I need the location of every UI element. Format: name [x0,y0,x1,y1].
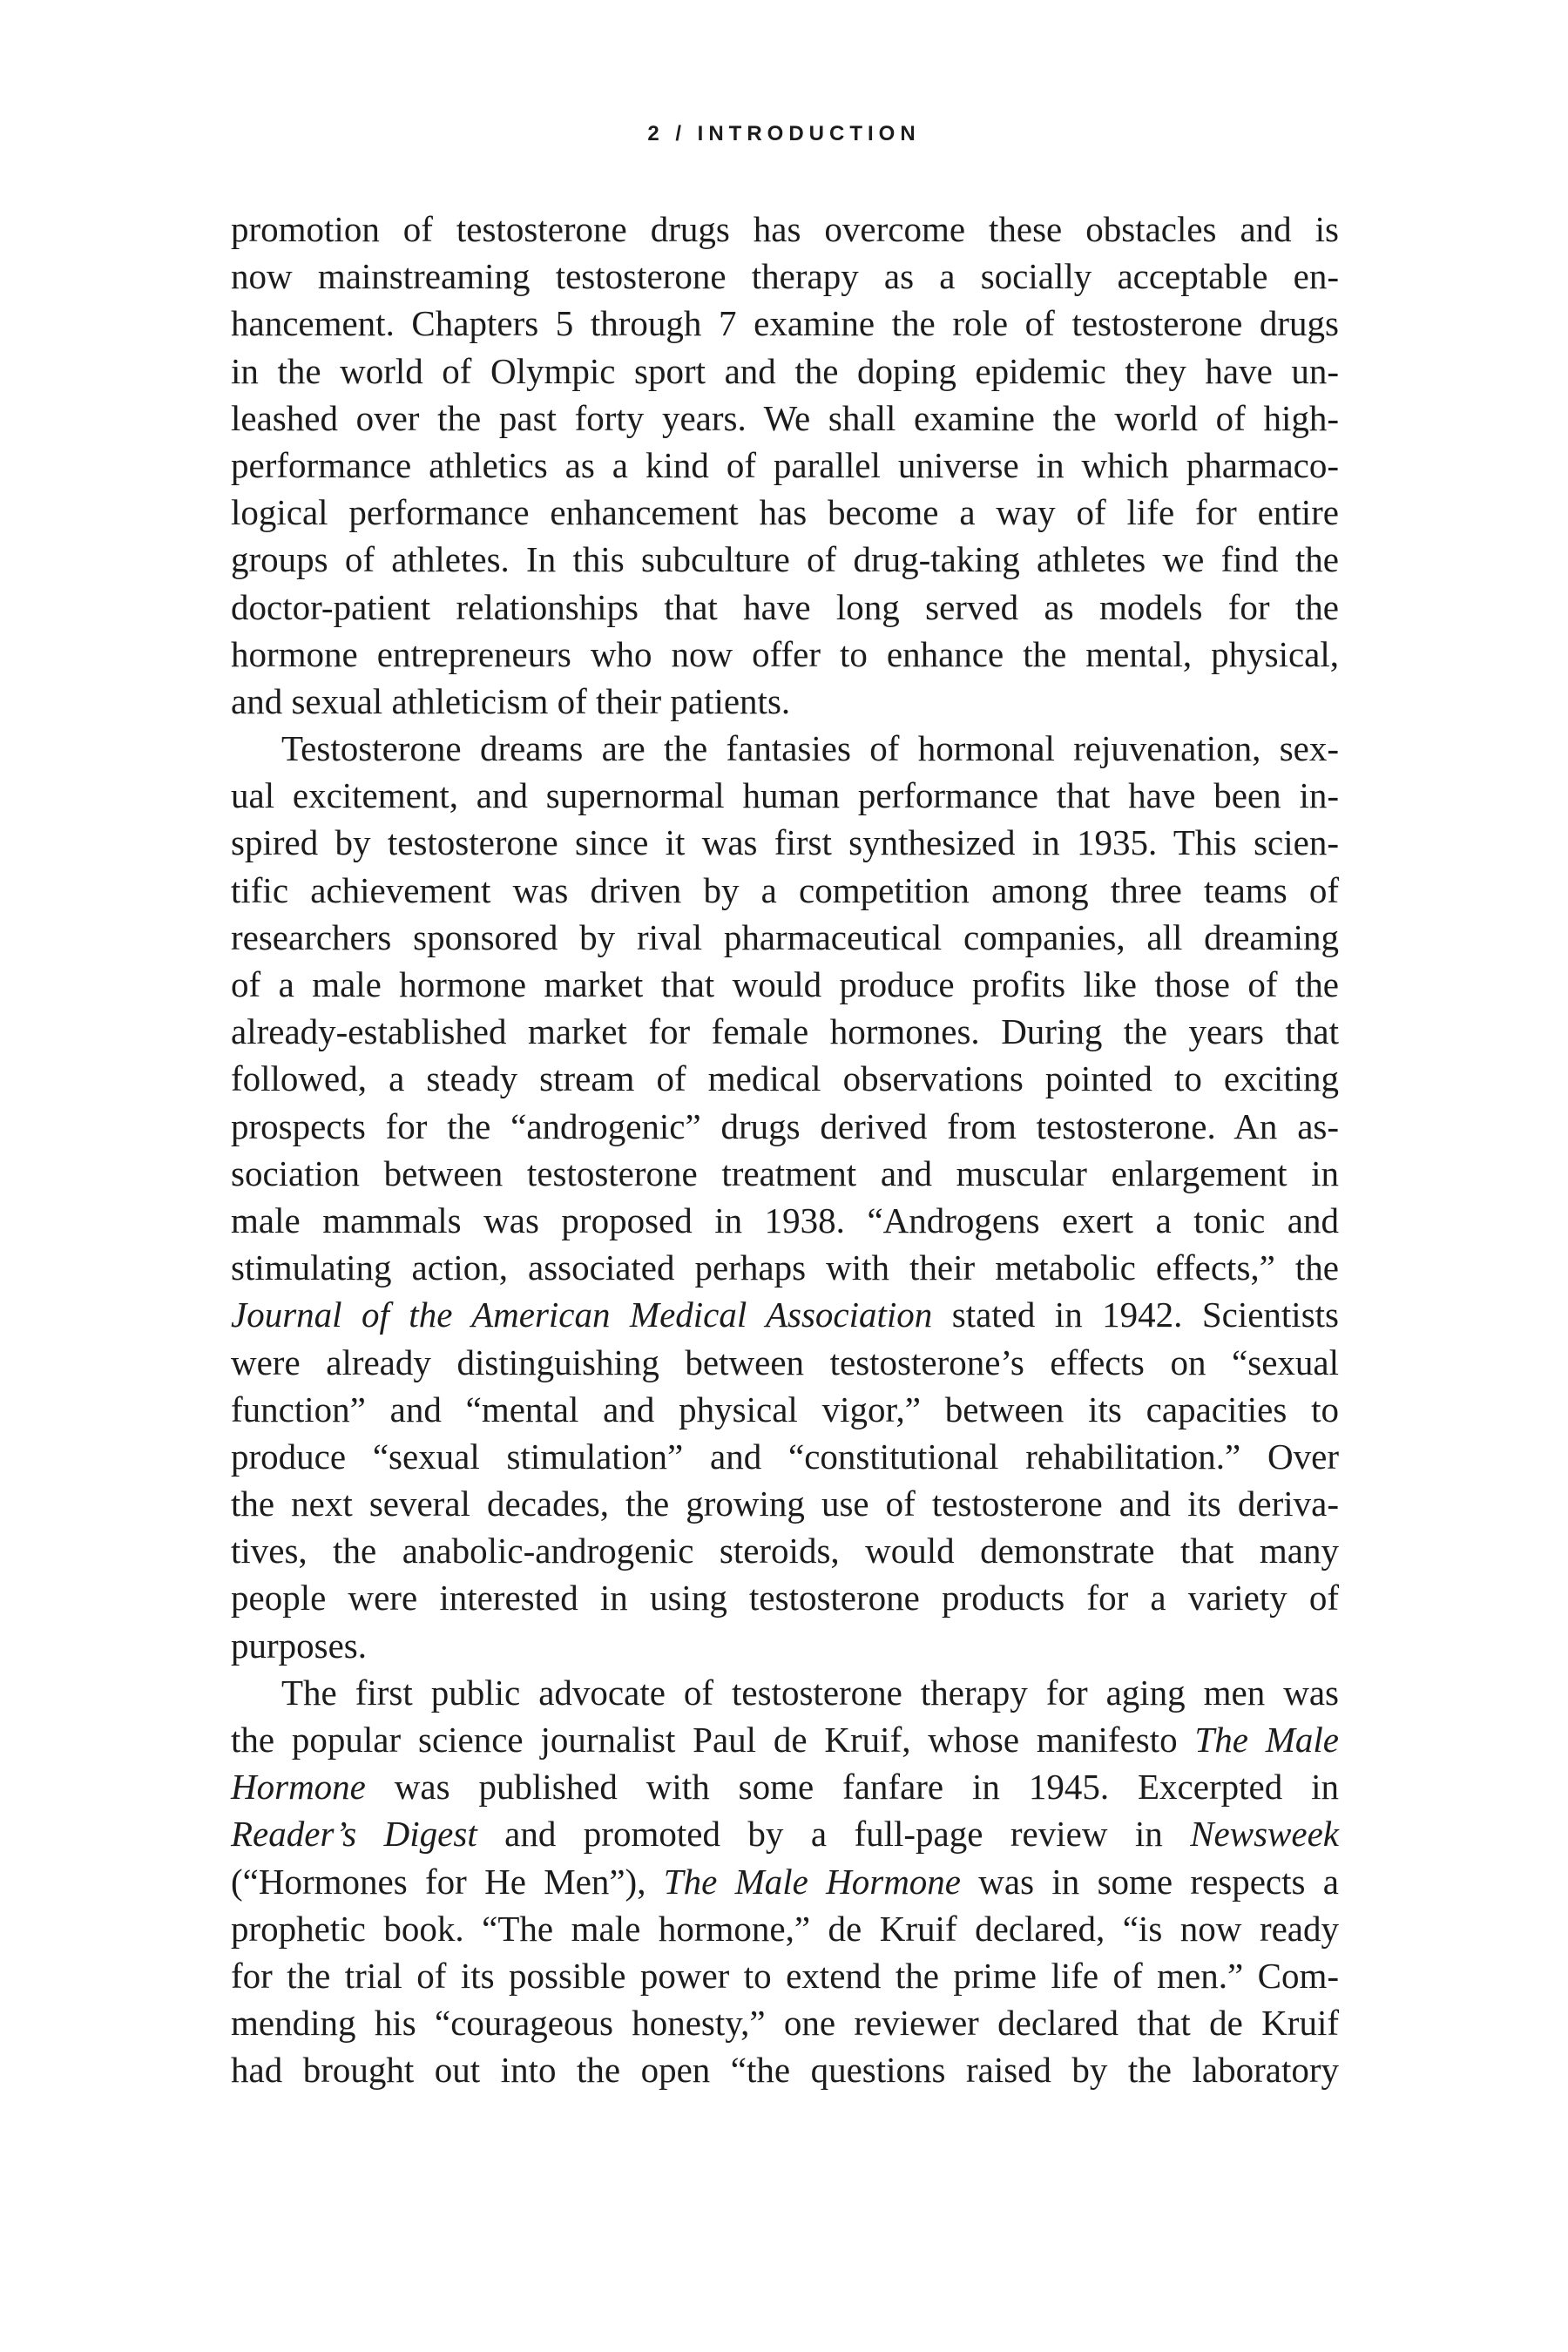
book-title: The Male [1194,1720,1339,1760]
text-line: in the world of Olympic sport and the doping epidemic they have un- [231,350,1339,391]
text-line: the popular science journalist Paul de Kruif, whose manifesto The Male [231,1720,1339,1760]
magazine-title: Newsweek [1190,1814,1339,1855]
book-title: Hormone [231,1767,366,1808]
text-line: people were interested in using testosterone products for a variety of [231,1578,1339,1619]
text-line: prospects for the “androgenic” drugs derived from testosterone. An as- [231,1105,1339,1146]
text-line: of a male hormone market that would produce profits like those of the [231,964,1339,1004]
paragraph [231,206,1339,725]
journal-title: Journal of the American Medical Association [231,1294,933,1335]
paragraph [231,1669,1339,2094]
text-line: doctor-patient relationships that have long served as models for the [231,586,1339,627]
text-line: researchers sponsored by rival pharmaceutical companies, all dreaming [231,916,1339,957]
text-line: now mainstreaming testosterone therapy as a socially acceptable en- [231,256,1339,297]
text-line: hancement. Chapters 5 through 7 examine the role of testosterone drugs [231,303,1339,344]
text-line: hormone entrepreneurs who now offer to enhance the mental, physical, [231,633,1339,674]
text-line: had brought out into the open “the questions raised by the laboratory [231,2050,1339,2091]
text-line: stimulating action, associated perhaps with their metabolic effects,” the [231,1247,1339,1288]
text-line: Hormone was published with some fanfare in 1945. Excerpted in [231,1767,1339,1808]
text-line: sociation between testosterone treatment and muscular enlargement in [231,1152,1339,1193]
text-line: promotion of testosterone drugs has overcome these obstacles and is [231,209,1339,249]
text-line: prophetic book. “The male hormone,” de Kruif declared, “is now ready [231,1908,1339,1949]
text-line: performance athletics as a kind of parallel universe in which pharmaco- [231,444,1339,485]
text-line: groups of athletes. In this subculture of drug-taking athletes we find the [231,539,1339,580]
text-line: produce “sexual stimulation” and “constitutional rehabilitation.” Over [231,1436,1339,1477]
running-head: 2 / INTRODUCTION [647,122,921,145]
text-line: Journal of the American Medical Association stated in 1942. Scientists [231,1294,1339,1335]
text-line: The first public advocate of testosterone therapy for aging men was [281,1672,1339,1713]
book-title: The Male Hormone [663,1861,961,1902]
text-line: tific achievement was driven by a competition among three teams of [231,869,1339,910]
text-line: Reader’s Digest and promoted by a full-page review in Newsweek [231,1814,1339,1855]
text-line: were already distinguishing between testosterone’s effects on “sexual [231,1342,1339,1382]
text-line: the next several decades, the growing use of testosterone and its deriva- [231,1484,1339,1524]
text-line: purposes. [231,1625,368,1666]
text-line: function” and “mental and physical vigor,” between its capacities to [231,1389,1339,1429]
text-line: spired by testosterone since it was first synthesized in 1935. This scien- [231,822,1339,863]
text-line: tives, the anabolic-androgenic steroids, would demonstrate that many [231,1531,1339,1571]
text-line: leashed over the past forty years. We shall examine the world of high- [231,397,1339,438]
magazine-title: Reader’s Digest [231,1814,477,1855]
text-line: ual excitement, and supernormal human performance that have been in- [231,775,1339,816]
paragraph [231,725,1339,1669]
text-line: for the trial of its possible power to extend the prime life of men.” Com- [231,1955,1339,1996]
text-line: (“Hormones for He Men”), The Male Hormone was in some respects a [231,1861,1339,1902]
text-line: logical performance enhancement has become a way of life for entire [231,492,1339,533]
text-line: male mammals was proposed in 1938. “Androgens exert a tonic and [231,1200,1339,1240]
text-line: and sexual athleticism of their patients. [231,680,791,721]
text-line: mending his “courageous honesty,” one reviewer declared that de Kruif [231,2003,1339,2044]
text-line: followed, a steady stream of medical observations pointed to exciting [231,1058,1339,1099]
body-text [231,206,1339,2094]
text-line: already-established market for female hormones. During the years that [231,1011,1339,1052]
text-line: Testosterone dreams are the fantasies of hormonal rejuvenation, sex- [281,728,1339,769]
